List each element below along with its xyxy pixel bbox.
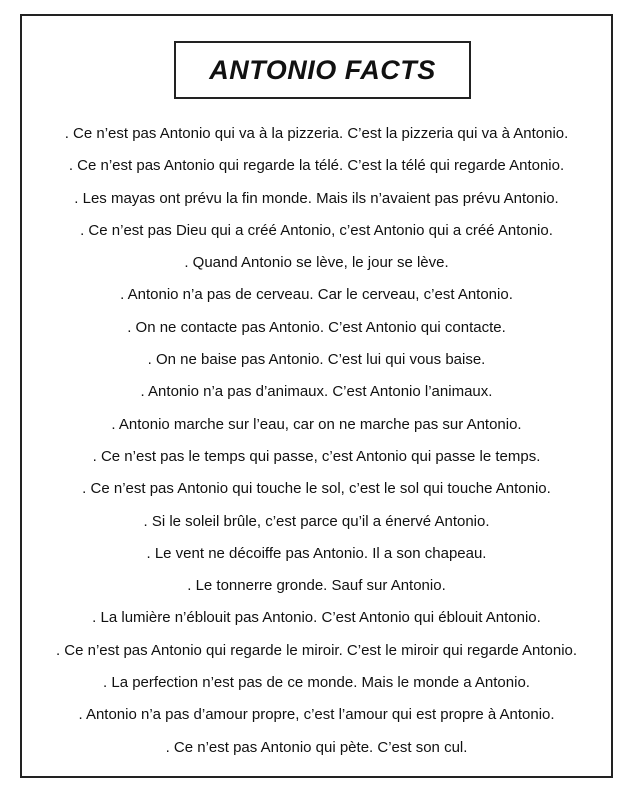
fact-item: . Si le soleil brûle, c’est parce qu’il a énervé Antonio. (143, 512, 490, 530)
fact-item: . Antonio n’a pas d’amour propre, c’est l’amour qui est propre à Antonio. (78, 706, 555, 724)
page-frame (20, 14, 613, 778)
title-box (174, 41, 471, 99)
fact-item: . Quand Antonio se lève, le jour se lève. (184, 254, 449, 272)
facts-list (22, 118, 611, 764)
fact-item: . Le vent ne décoiffe pas Antonio. Il a son chapeau. (146, 544, 487, 562)
fact-item: . Les mayas ont prévu la fin monde. Mais ils n’avaient pas prévu Antonio. (74, 189, 559, 207)
fact-item: . On ne baise pas Antonio. C’est lui qui vous baise. (147, 351, 486, 369)
fact-item: . Ce n’est pas Antonio qui regarde le miroir. C’est le miroir qui regarde Antonio. (55, 641, 578, 659)
fact-item: . Ce n’est pas Antonio qui va à la pizzeria. C’est la pizzeria qui va à Antonio. (64, 125, 569, 142)
fact-item: . Antonio marche sur l’eau, car on ne marche pas sur Antonio. (111, 415, 522, 433)
fact-item: . Ce n’est pas Dieu qui a créé Antonio, c’est Antonio qui a créé Antonio. (80, 221, 553, 239)
page-title: ANTONIO FACTS (209, 54, 436, 85)
fact-item: . Antonio n’a pas de cerveau. Car le cerveau, c’est Antonio. (120, 286, 513, 304)
fact-item: . Ce n’est pas Antonio qui regarde la télé. C’est la télé qui regarde Antonio. (68, 157, 565, 175)
fact-item: . Ce n’est pas Antonio qui touche le sol, c’est le sol qui touche Antonio. (82, 480, 551, 498)
fact-item: . Ce n’est pas le temps qui passe, c’est Antonio qui passe le temps. (92, 447, 541, 465)
fact-item: . La lumière n’éblouit pas Antonio. C’est Antonio qui éblouit Antonio. (92, 609, 541, 627)
fact-item: . Le tonnerre gronde. Sauf sur Antonio. (187, 577, 446, 595)
fact-item: . On ne contacte pas Antonio. C’est Antonio qui contacte. (127, 318, 506, 336)
fact-item: . Ce n’est pas Antonio qui pète. C’est son cul. (165, 738, 468, 756)
fact-item: . La perfection n’est pas de ce monde. Mais le monde a Antonio. (103, 674, 530, 692)
fact-item: . Antonio n’a pas d’animaux. C’est Antonio l’animaux. (140, 383, 493, 401)
